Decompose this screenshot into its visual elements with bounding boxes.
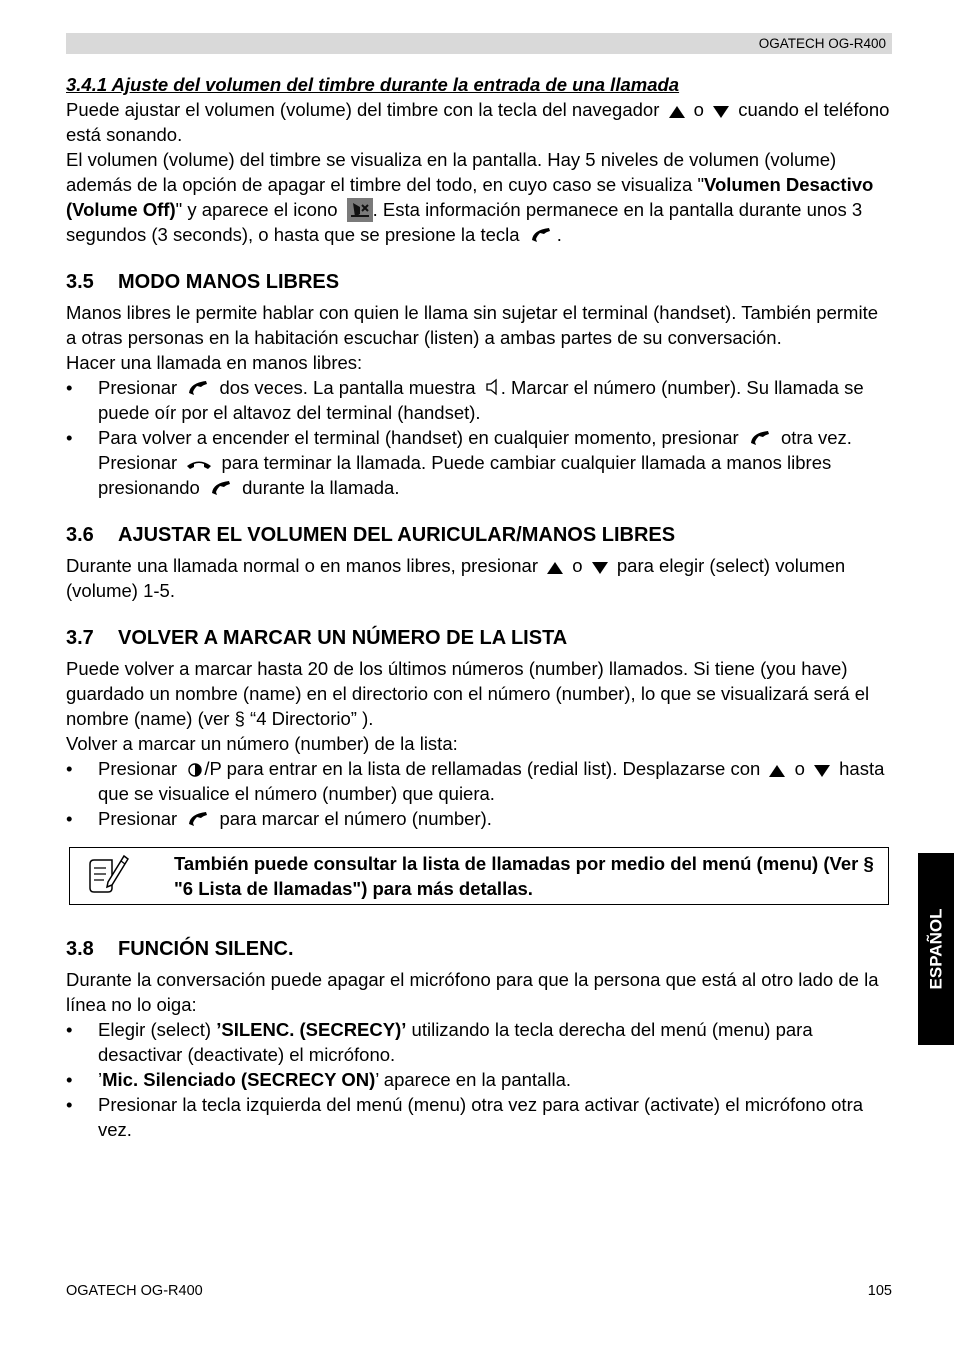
list-item [66, 756, 892, 806]
speaker-icon [485, 378, 501, 396]
section-number: 3.7 [66, 627, 94, 649]
text: . [556, 224, 562, 245]
text: Presionar [98, 808, 178, 829]
page-header [66, 33, 892, 54]
bold-text: Mic. Silenciado (SECRECY ON) [102, 1069, 376, 1090]
list-item [66, 425, 892, 500]
text: Presionar [98, 377, 178, 398]
list-item [66, 375, 892, 425]
page-content [66, 72, 892, 1142]
footer-model: OGATECH OG-R400 [66, 1283, 203, 1299]
page-number: 105 [867, 1283, 892, 1299]
paragraph: Hacer una llamada en manos libres: [66, 352, 363, 373]
paragraph: Puede volver a marcar hasta 20 de los últimos números (number) llamados. Si tiene (you have) guardado un nombre (name) en el directorio con el número (number), lo que se visualizará será el nombre (name) (ver § “4 Directorio” ). [66, 658, 870, 729]
bullet-list [66, 375, 892, 500]
paragraph [66, 553, 892, 603]
bullet-list [66, 1017, 892, 1142]
text: Durante una llamada normal o en manos libres, presionar [66, 555, 539, 576]
down-arrow-icon [713, 106, 729, 118]
section-3-4-1 [66, 72, 892, 247]
paragraph: Durante la conversación puede apagar el micrófono para que la persona que está al otro lado de la línea no lo oiga: [66, 969, 879, 1015]
list-item [66, 1017, 892, 1067]
note-pencil-icon [86, 852, 130, 894]
text: Elegir (select) [98, 1019, 217, 1040]
section-3-7-title [66, 624, 892, 652]
section-3-8 [66, 935, 892, 1142]
text: ’ aparece en la pantalla. [375, 1069, 571, 1090]
note-icon-wrap [86, 852, 174, 900]
list-item: • Presionar la tecla izquierda del menú (menu) otra vez para activar (activate) el micrófono otra vez. [66, 1092, 892, 1142]
paragraph [66, 147, 892, 247]
note-box [69, 847, 889, 905]
section-number: 3.5 [66, 271, 94, 293]
language-tab-label: ESPAÑOL [926, 908, 946, 990]
text: dos veces. La pantalla muestra [219, 377, 476, 398]
section-title: FUNCIÓN SILENC. [118, 938, 294, 960]
redial-icon [186, 763, 204, 777]
phone-talk-icon [209, 478, 233, 496]
section-3-6-title [66, 521, 892, 549]
text: otra vez. Presionar [98, 427, 852, 473]
up-arrow-icon [769, 765, 785, 777]
section-3-5 [66, 268, 892, 500]
text: para terminar la llamada. Puede cambiar cualquier llamada a manos libres presionando [98, 452, 832, 498]
bold-text: ’SILENC. (SECRECY)’ [216, 1019, 407, 1040]
text: Presionar [98, 758, 178, 779]
section-title: VOLVER A MARCAR UN NÚMERO DE LA LISTA [118, 627, 568, 649]
text: para marcar el número (number). [219, 808, 492, 829]
bold-text: Volumen Desactivo (Volume Off) [66, 174, 874, 220]
text: hasta que se visualice el número (number) que quiera. [98, 758, 885, 804]
language-tab [918, 853, 954, 1045]
phone-talk-icon [748, 428, 772, 446]
bullet-list [66, 756, 892, 831]
ringer-off-icon [347, 198, 373, 222]
up-arrow-icon [547, 562, 563, 574]
section-number: 3.6 [66, 524, 94, 546]
text: . Marcar el número (number). Su llamada se puede oír por el altavoz del terminal (handset). [98, 377, 864, 423]
paragraph: Volver a marcar un número (number) de la lista: [66, 733, 458, 754]
text: durante la llamada. [242, 477, 400, 498]
section-title: AJUSTAR EL VOLUMEN DEL AURICULAR/MANOS LIBRES [118, 524, 676, 546]
paragraph [66, 97, 892, 147]
list-item [66, 1067, 892, 1092]
text: Para volver a encender el terminal (handset) en cualquier momento, presionar [98, 427, 739, 448]
text: Puede ajustar el volumen (volume) del timbre con la tecla del navegador [66, 99, 660, 120]
text: cuando el teléfono está sonando. [66, 99, 890, 145]
phone-talk-icon [186, 809, 210, 827]
text: o [693, 99, 704, 120]
text: /P para entrar en la lista de rellamadas (redial list). Desplazarse con [204, 758, 761, 779]
text: El volumen (volume) del timbre se visualiza en la pantalla. Hay 5 niveles de volumen (volume) además de la opción de apagar el timbre del todo, en cuyo caso se visualiza " [66, 149, 837, 195]
text: ’ [98, 1069, 103, 1090]
section-3-8-title [66, 935, 892, 963]
text: para elegir (select) volumen (volume) 1-5. [66, 555, 846, 601]
section-3-6 [66, 521, 892, 603]
text: utilizando la tecla derecha del menú (menu) para desactivar (deactivate) el micrófono. [98, 1019, 813, 1065]
section-number: 3.8 [66, 938, 94, 960]
section-3-7 [66, 624, 892, 905]
phone-talk-icon [186, 378, 210, 396]
header-model: OGATECH OG-R400 [758, 36, 886, 51]
list-item [66, 806, 892, 831]
text: o [794, 758, 805, 779]
down-arrow-icon [592, 562, 608, 574]
down-arrow-icon [814, 765, 830, 777]
text: " y aparece el icono [175, 199, 338, 220]
phone-hangup-icon [186, 457, 212, 471]
section-3-4-1-title: 3.4.1 Ajuste del volumen del timbre durante la entrada de una llamada [66, 74, 680, 95]
text: . Esta información permanece en la pantalla durante unos 3 segundos (3 seconds), o hasta que se presione la tecla [66, 199, 863, 245]
section-title: MODO MANOS LIBRES [118, 271, 340, 293]
section-3-5-title [66, 268, 892, 296]
phone-talk-icon [529, 225, 553, 243]
note-text: También puede consultar la lista de llamadas por medio del menú (menu) (Ver § "6 Lista de llamadas") para más detallas. [174, 853, 874, 899]
paragraph: Manos libres le permite hablar con quien le llama sin sujetar el terminal (handset). También permite a otras personas en la habitación escuchar (listen) a ambas partes de su conversación. [66, 302, 878, 348]
text: o [572, 555, 583, 576]
up-arrow-icon [669, 106, 685, 118]
